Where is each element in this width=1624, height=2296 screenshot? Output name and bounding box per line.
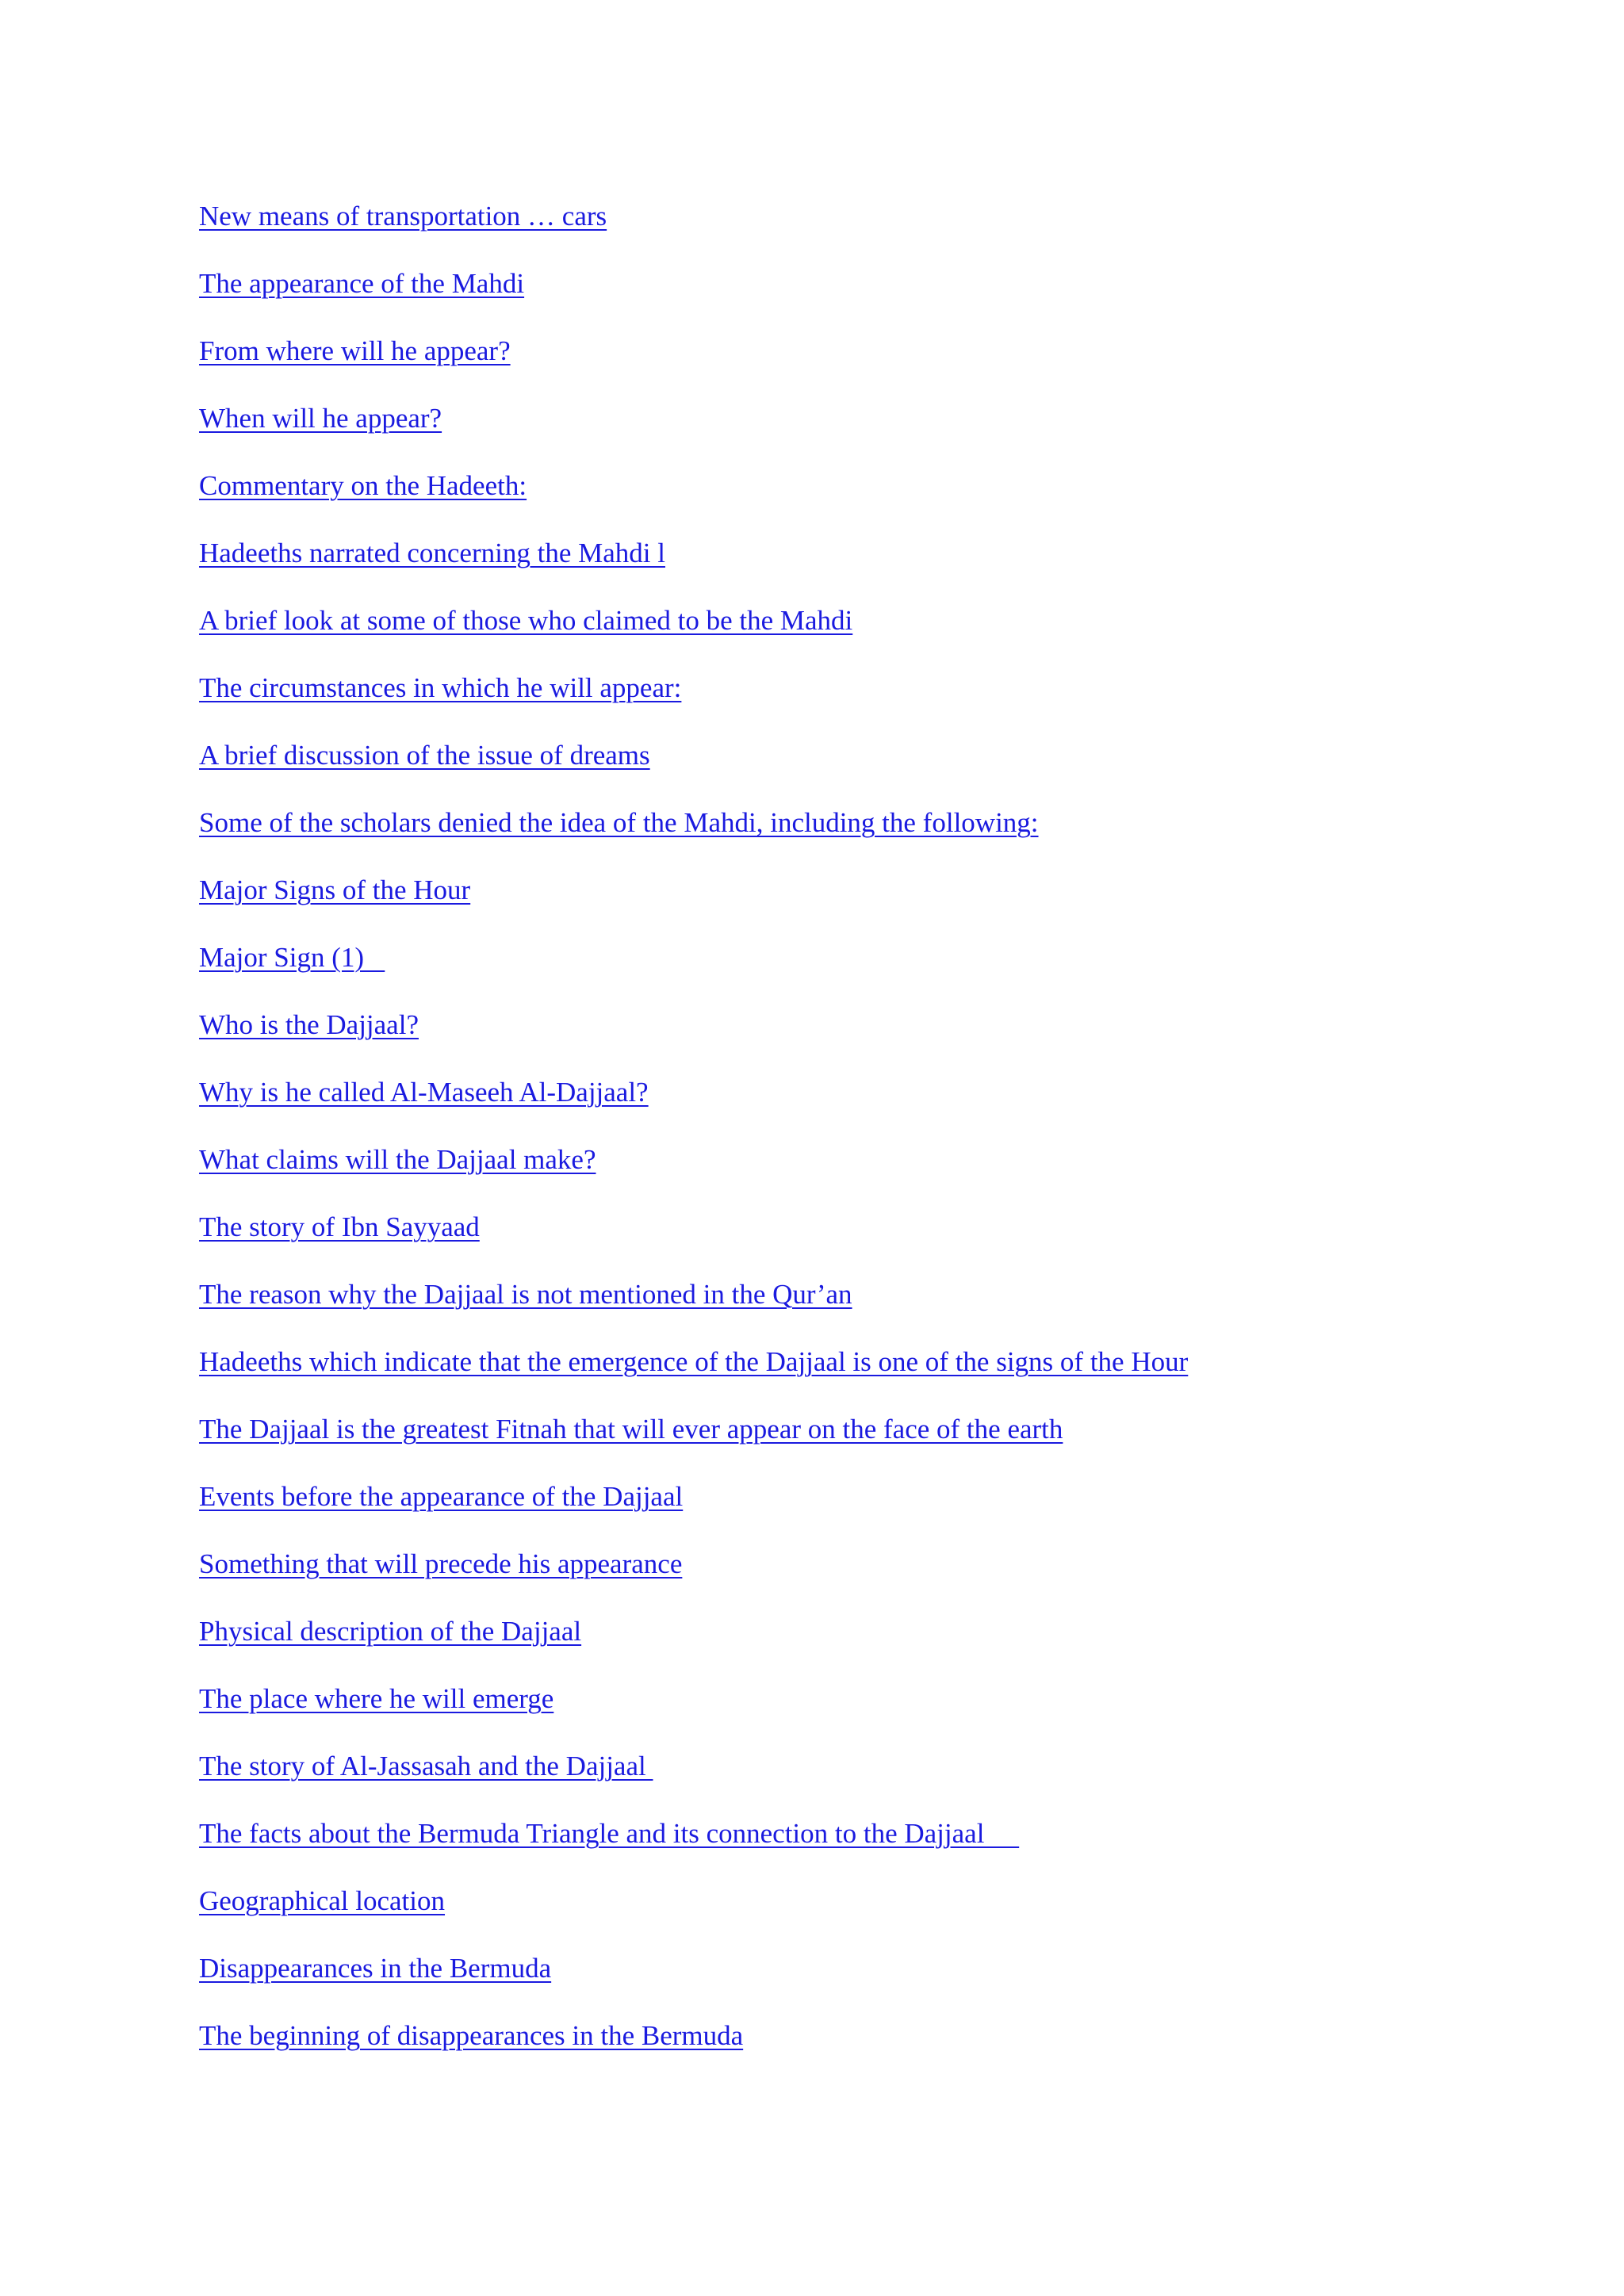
toc-link-place-of-emergence[interactable]: The place where he will emerge xyxy=(199,1683,554,1714)
toc-link-hadeeths-concerning-the-mahdi[interactable]: Hadeeths narrated concerning the Mahdi l xyxy=(199,538,665,568)
toc-link-geographical-location[interactable]: Geographical location xyxy=(199,1885,446,1916)
toc-entry xyxy=(199,1137,1188,1204)
toc-entry xyxy=(199,1743,1188,1811)
toc-entry xyxy=(199,193,1188,261)
toc-link-physical-description[interactable]: Physical description of the Dajjaal xyxy=(199,1616,582,1647)
table-of-contents xyxy=(199,193,1188,2080)
toc-entry xyxy=(199,935,1188,1002)
toc-entry xyxy=(199,665,1188,733)
toc-entry xyxy=(199,1204,1188,1272)
toc-link-greatest-fitnah[interactable]: The Dajjaal is the greatest Fitnah that will ever appear on the face of the earth xyxy=(199,1414,1063,1445)
toc-entry xyxy=(199,1878,1188,1946)
toc-link-major-signs-of-the-hour[interactable]: Major Signs of the Hour xyxy=(199,874,471,905)
toc-entry xyxy=(199,530,1188,598)
toc-link-circumstances-of-appearance[interactable]: The circumstances in which he will appear: xyxy=(199,672,682,703)
toc-link-new-means-of-transportation[interactable]: New means of transportation … cars xyxy=(199,201,607,232)
toc-link-precede-his-appearance[interactable]: Something that will precede his appearance xyxy=(199,1548,683,1579)
toc-entry xyxy=(199,800,1188,867)
toc-entry xyxy=(199,396,1188,463)
toc-link-beginning-of-disappearances[interactable]: The beginning of disappearances in the Bermuda xyxy=(199,2020,744,2051)
toc-entry xyxy=(199,1811,1188,1878)
toc-entry xyxy=(199,733,1188,800)
toc-entry xyxy=(199,2013,1188,2080)
toc-entry xyxy=(199,1272,1188,1339)
toc-link-appearance-of-the-mahdi[interactable]: The appearance of the Mahdi xyxy=(199,268,525,299)
toc-link-commentary-on-the-hadeeth[interactable]: Commentary on the Hadeeth: xyxy=(199,470,527,501)
toc-link-scholars-denied-the-mahdi[interactable]: Some of the scholars denied the idea of the Mahdi, including the following: xyxy=(199,807,1039,838)
toc-link-from-where-will-he-appear[interactable]: From where will he appear? xyxy=(199,335,511,366)
toc-entry xyxy=(199,1002,1188,1070)
toc-link-those-who-claimed-to-be-mahdi[interactable]: A brief look at some of those who claimed to be the Mahdi xyxy=(199,605,853,636)
toc-link-story-of-ibn-sayyaad[interactable]: The story of Ibn Sayyaad xyxy=(199,1211,480,1242)
toc-link-who-is-the-dajjaal[interactable]: Who is the Dajjaal? xyxy=(199,1009,419,1040)
toc-entry xyxy=(199,1339,1188,1406)
toc-link-hadeeths-emergence-sign[interactable]: Hadeeths which indicate that the emergence of the Dajjaal is one of the signs of the Hour xyxy=(199,1346,1189,1377)
toc-entry xyxy=(199,328,1188,396)
toc-link-issue-of-dreams[interactable]: A brief discussion of the issue of dreams xyxy=(199,740,650,771)
toc-link-claims-of-the-dajjaal[interactable]: What claims will the Dajjaal make? xyxy=(199,1144,596,1175)
toc-link-disappearances-in-bermuda[interactable]: Disappearances in the Bermuda xyxy=(199,1953,552,1984)
toc-link-bermuda-triangle-facts[interactable]: The facts about the Bermuda Triangle and its connection to the Dajjaal xyxy=(199,1818,1020,1849)
toc-entry xyxy=(199,1676,1188,1743)
toc-link-events-before-dajjaal[interactable]: Events before the appearance of the Dajjaal xyxy=(199,1481,684,1512)
toc-link-story-of-al-jassasah[interactable]: The story of Al-Jassasah and the Dajjaal xyxy=(199,1751,653,1781)
toc-entry xyxy=(199,1946,1188,2013)
toc-link-when-will-he-appear[interactable]: When will he appear? xyxy=(199,403,442,434)
toc-entry xyxy=(199,867,1188,935)
toc-entry xyxy=(199,1070,1188,1137)
toc-entry xyxy=(199,598,1188,665)
toc-link-major-sign-1[interactable]: Major Sign (1) xyxy=(199,942,385,973)
toc-link-dajjaal-not-in-quran[interactable]: The reason why the Dajjaal is not mentioned in the Qur’an xyxy=(199,1279,852,1310)
toc-entry xyxy=(199,1609,1188,1676)
toc-entry xyxy=(199,463,1188,530)
toc-entry xyxy=(199,1541,1188,1609)
toc-entry xyxy=(199,1406,1188,1474)
toc-link-why-called-al-maseeh[interactable]: Why is he called Al-Maseeh Al-Dajjaal? xyxy=(199,1077,649,1108)
toc-entry xyxy=(199,1474,1188,1541)
toc-entry xyxy=(199,261,1188,328)
